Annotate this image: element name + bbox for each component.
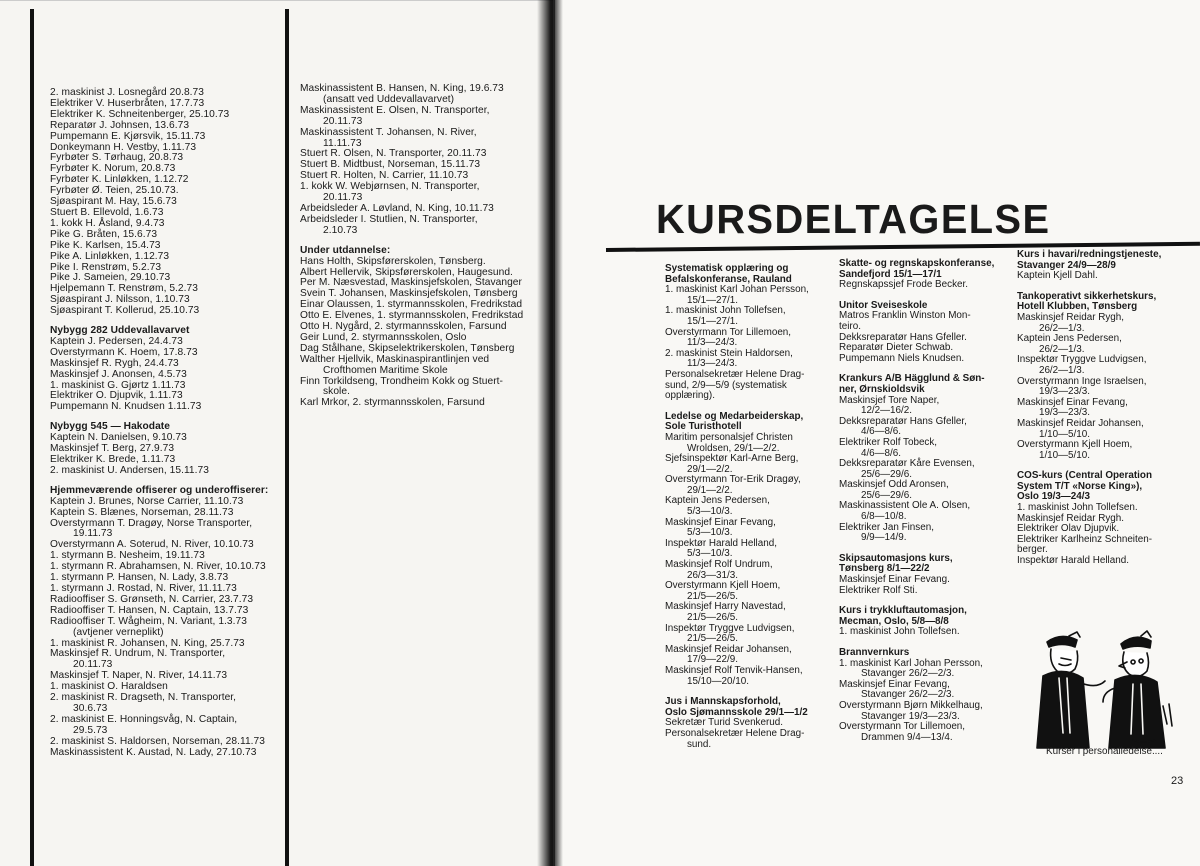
text-line: Maskinsjef Tore Naper, <box>839 394 940 406</box>
text-line: 1. kokk W. Webjørnsen, N. Transporter, <box>300 181 480 193</box>
text-line: Overstyrmann A. Soterud, N. River, 10.10.73 <box>50 539 254 551</box>
text-line: Maskinassistent E. Olsen, N. Transporter, <box>300 104 490 116</box>
text-line: 26/2—1/3. <box>1017 364 1085 376</box>
text-line: Kaptein J. Brunes, Norse Carrier, 11.10.73 <box>50 495 244 507</box>
text-line: Stavanger 19/3—23/3. <box>839 710 960 722</box>
text-line: Maskinsjef Einar Fevang, <box>665 516 776 528</box>
text-line: Inspektør Tryggve Ludvigsen, <box>665 622 795 634</box>
text-line: Sjøaspirant J. Nilsson, 1.10.73 <box>50 294 190 306</box>
section-heading: Sandefjord 15/1—17/1 <box>839 268 942 280</box>
text-line: 9/9—14/9. <box>839 532 907 544</box>
text-line: 2.10.73 <box>300 224 358 236</box>
text-line: Fyrbøter K. Linløkken, 1.12.72 <box>50 174 189 186</box>
text-line: 15/1—27/1. <box>665 315 739 327</box>
text-line: 25/6—29/6. <box>839 468 913 480</box>
text-line: 5/3—10/3. <box>665 506 733 518</box>
text-line: Maskinsjef Reidar Johansen, <box>1017 417 1144 429</box>
text-line: Dag Stålhane, Skipselektrikerskolen, Tønsberg <box>300 342 515 354</box>
text-line: 29.5.73 <box>50 724 108 736</box>
text-line: 11/3—24/3. <box>665 337 738 349</box>
text-line: Elektriker V. Huserbråten, 17.7.73 <box>50 97 205 109</box>
text-line: Walther Hjellvik, Maskinaspirantlinjen ved <box>300 353 490 365</box>
section-heading: ner, Ørnskioldsvik <box>839 383 925 395</box>
text-line: 21/5—26/5. <box>665 633 739 645</box>
text-line: 1. maskinist R. Johansen, N. King, 25.7.73 <box>50 637 245 649</box>
text-line: Maskinsjef Reidar Johansen, <box>665 643 792 655</box>
text-line: Geir Lund, 2. styrmannsskolen, Oslo <box>300 331 467 343</box>
text-line: (ansatt ved Uddevallavarvet) <box>300 93 455 105</box>
section-heading: Kurs i havari/redningstjeneste, <box>1017 249 1162 260</box>
section-heading: Tønsberg 8/1—22/2 <box>839 563 930 575</box>
section-heading: Oslo Sjømannsskole 29/1—1/2 <box>665 706 808 718</box>
section-heading: Systematisk opplæring og <box>665 263 789 274</box>
text-line: 12/2—16/2. <box>839 405 913 417</box>
text-line: Elektriker Rolf Tobeck, <box>839 436 938 448</box>
text-line: Karl Mrkor, 2. styrmannsskolen, Farsund <box>300 397 485 409</box>
text-line: 29/1—2/2. <box>665 463 733 475</box>
section-heading: Stavanger 24/9—28/9 <box>1017 259 1116 271</box>
text-line: Stuert R. Olsen, N. Transporter, 20.11.73 <box>300 148 487 160</box>
text-line: Maskinsjef T. Naper, N. River, 14.11.73 <box>50 670 228 682</box>
text-line: Elektriker Jan Finsen, <box>839 521 934 533</box>
text-line: 15/1—27/1. <box>665 294 739 306</box>
section-heading: Mecman, Oslo, 5/8—8/8 <box>839 615 949 627</box>
text-line: Radiooffiser T. Wågheim, N. Variant, 1.3.73 <box>50 615 247 627</box>
text-line: Pumpemann N. Knudsen 1.11.73 <box>50 401 202 413</box>
cartoon-caption: Kurser i personalledelse.... <box>1046 746 1163 757</box>
text-line: Maskinsjef Einar Fevang. <box>839 574 950 586</box>
text-line: sund. <box>665 738 712 750</box>
text-line: Inspektør Harald Helland. <box>1017 555 1129 567</box>
course-column-2 <box>839 259 1015 743</box>
text-line: Finn Torkildseng, Trondheim Kokk og Stuert- <box>300 375 503 387</box>
column-rule-middle <box>285 9 289 866</box>
text-line: 19.11.73 <box>50 528 113 540</box>
text-line: Elektriker Karlheinz Schneiten- <box>1017 533 1153 545</box>
section-heading: Hjemmeværende offiserer og underoffiserer: <box>50 484 269 496</box>
text-line: 1. maskinist O. Haraldsen <box>50 681 168 693</box>
text-line: Maskinsjef Rolf Tenvik-Hansen, <box>665 664 803 676</box>
text-line: 2. maskinist J. Losnegård 20.8.73 <box>50 87 204 98</box>
text-line: Matros Franklin Winston Mon- <box>839 310 971 322</box>
text-line: Otto H. Nygård, 2. styrmannsskolen, Farsund <box>300 321 507 333</box>
text-line: Personalsekretær Helene Drag- <box>665 727 805 739</box>
cartoon-illustration <box>1029 628 1179 758</box>
text-line: (avtjener verneplikt) <box>50 626 164 638</box>
page-number: 23 <box>1171 775 1184 787</box>
right-page <box>553 0 1200 866</box>
section-heading: Under utdannelse: <box>300 244 391 256</box>
text-line: Per M. Næsvestad, Maskinsjefskolen, Stavanger <box>300 277 522 289</box>
text-line: 4/6—8/6. <box>839 426 902 438</box>
text-line: Inspektør Harald Helland, <box>665 537 777 549</box>
text-line: Maskinsjef Reidar Rygh. <box>1017 512 1125 524</box>
text-line: skole. <box>300 386 350 398</box>
text-line: Otto E. Elvenes, 1. styrmannsskolen, Fredrikstad <box>300 310 524 322</box>
text-line: 11.11.73 <box>300 137 362 149</box>
text-line: Pumpemann E. Kjørsvik, 15.11.73 <box>50 130 206 142</box>
column-rule-left <box>30 9 34 866</box>
text-line: Personalsekretær Helene Drag- <box>665 368 805 380</box>
text-line: 2. maskinist E. Honningsvåg, N. Captain, <box>50 713 238 725</box>
text-line: Maskinsjef J. Anonsen, 4.5.73 <box>50 368 187 380</box>
text-line: Maskinsjef Rolf Undrum, <box>665 559 773 571</box>
text-line: Kaptein Jens Pedersen, <box>1017 333 1122 345</box>
text-line: 5/3—10/3. <box>665 527 733 539</box>
text-line: 1/10—5/10. <box>1017 428 1091 440</box>
text-line: Crofthomen Maritime Skole <box>300 364 448 376</box>
section-heading: Nybygg 545 — Hakodate <box>50 421 170 433</box>
section-heading: COS-kurs (Central Operation <box>1017 470 1152 482</box>
text-line: Maskinsjef Reidar Rygh, <box>1017 311 1125 323</box>
text-line: Radiooffiser S. Grønseth, N. Carrier, 23.7.73 <box>50 593 254 605</box>
text-line: berger. <box>1017 544 1048 556</box>
text-line: Pumpemann Niels Knudsen. <box>839 352 965 364</box>
course-column-1 <box>665 264 843 750</box>
text-line: Dekksreparatør Kåre Evensen, <box>839 458 975 470</box>
text-line: Kaptein J. Pedersen, 24.4.73 <box>50 335 183 347</box>
left-page <box>0 0 555 866</box>
text-line: 1. kokk H. Åsland, 9.4.73 <box>50 217 165 229</box>
text-line: Maskinsjef R. Rygh, 24.4.73 <box>50 357 179 369</box>
text-line: 20.11.73 <box>300 115 363 127</box>
text-line: Maskinsjef Harry Navestad, <box>665 601 786 613</box>
text-line: Maskinsjef R. Undrum, N. Transporter, <box>50 648 226 660</box>
section-heading: Ledelse og Medarbeiderskap, <box>665 410 804 422</box>
text-line: 1/10—5/10. <box>1017 449 1091 461</box>
text-line: Sjøaspirant M. Hay, 15.6.73 <box>50 196 177 208</box>
text-line: Overstyrmann T. Dragøy, Norse Transporter, <box>50 517 253 529</box>
text-line: teiro. <box>839 320 861 332</box>
text-line: 1. maskinist Karl Johan Persson, <box>665 284 809 296</box>
text-line: 1. styrmann P. Hansen, N. Lady, 3.8.73 <box>50 572 229 584</box>
text-line: 2. maskinist Stein Haldorsen, <box>665 347 793 359</box>
text-line: Pike A. Linløkken, 1.12.73 <box>50 250 170 262</box>
text-line: Radiooffiser T. Hansen, N. Captain, 13.7.73 <box>50 604 249 616</box>
section-heading: Kurs i trykkluftautomasjon, <box>839 605 967 617</box>
text-line: Stavanger 26/2—2/3. <box>839 689 955 701</box>
text-line: Fyrbøter S. Tørhaug, 20.8.73 <box>50 152 184 164</box>
text-line: Maritim personalsjef Christen <box>665 431 793 443</box>
text-line: Maskinsjef T. Berg, 27.9.73 <box>50 443 175 455</box>
text-line: Elektriker Olav Djupvik. <box>1017 523 1120 535</box>
text-line: 1. styrmann J. Rostad, N. River, 11.11.73 <box>50 582 237 594</box>
text-line: 26/2—1/3. <box>1017 343 1085 355</box>
text-line: Overstyrmann Tor Lillemoen, <box>839 721 966 733</box>
section-heading: System T/T «Norse King»), <box>1017 480 1143 492</box>
section-heading: Oslo 19/3—24/3 <box>1017 491 1091 503</box>
text-line: 26/3—31/3. <box>665 569 739 581</box>
text-line: 4/6—8/6. <box>839 447 902 459</box>
text-line: Elektriker O. Djupvik, 1.11.73 <box>50 390 183 402</box>
book-gutter-shadow-right <box>553 0 563 866</box>
text-line: 20.11.73 <box>50 659 113 671</box>
text-line: Overstyrmann Kjell Hoem, <box>665 580 781 592</box>
text-line: Dekksreparatør Hans Gfeller, <box>839 415 967 427</box>
text-line: Kaptein Jens Pedersen, <box>665 495 770 507</box>
text-line: 5/3—10/3. <box>665 548 733 560</box>
text-line: 30.6.73 <box>50 702 108 714</box>
text-line: 17/9—22/9. <box>665 654 739 666</box>
text-line: Sjefsinspektør Karl-Arne Berg, <box>665 453 799 465</box>
text-line: Drammen 9/4—13/4. <box>839 731 953 743</box>
text-line: Dekksreparatør Hans Gfeller. <box>839 331 967 343</box>
text-line: Pike J. Sameien, 29.10.73 <box>50 272 171 284</box>
text-line: 21/5—26/5. <box>665 612 739 623</box>
section-heading: Skipsautomasjons kurs, <box>839 552 953 564</box>
text-line: Sjøaspirant T. Kollerud, 25.10.73 <box>50 305 200 317</box>
text-line: Elektriker K. Schneitenberger, 25.10.73 <box>50 108 230 120</box>
page-title: KURSDELTAGELSE <box>656 196 1051 242</box>
course-column-3 <box>1017 250 1195 567</box>
text-line: 1. styrmann B. Nesheim, 19.11.73 <box>50 550 205 562</box>
personnel-column-a <box>50 88 285 758</box>
text-line: 2. maskinist R. Dragseth, N. Transporter, <box>50 692 237 704</box>
text-line: Maskinassistent K. Austad, N. Lady, 27.10.73 <box>50 746 257 758</box>
text-line: opplæring). <box>665 390 715 402</box>
text-line: Albert Hellervik, Skipsførerskolen, Haugesund. <box>300 266 513 278</box>
text-line: Arbeidsleder A. Løvland, N. King, 10.11.73 <box>300 202 494 214</box>
text-line: 2. maskinist S. Haldorsen, Norseman, 28.11.73 <box>50 735 265 747</box>
text-line: Maskinassistent Ole A. Olsen, <box>839 500 971 512</box>
section-heading: Skatte- og regnskapskonferanse, <box>839 258 995 269</box>
text-line: Maskinsjef Einar Fevang, <box>839 678 950 690</box>
section-heading: Brannvernkurs <box>839 647 910 658</box>
text-line: sund, 2/9—5/9 (systematisk <box>665 379 787 391</box>
text-line: Sekretær Turid Svenkerud. <box>665 717 784 729</box>
text-line: Wroldsen, 29/1—2/2. <box>665 442 780 454</box>
text-line: 20.11.73 <box>300 192 363 204</box>
text-line: 1. maskinist G. Gjørtz 1.11.73 <box>50 379 186 391</box>
text-line: Hans Holth, Skipsførerskolen, Tønsberg. <box>300 255 486 267</box>
text-line: Overstyrmann K. Hoem, 17.8.73 <box>50 346 198 358</box>
text-line: 19/3—23/3. <box>1017 407 1091 419</box>
text-line: 1. maskinist John Tollefsen. <box>839 626 960 638</box>
section-heading: Krankurs A/B Hägglund & Søn- <box>839 373 985 385</box>
text-line: Elektriker K. Brede, 1.11.73 <box>50 454 176 465</box>
text-line: 26/2—1/3. <box>1017 322 1085 334</box>
text-line: Hjelpemann T. Renstrøm, 5.2.73 <box>50 283 198 295</box>
text-line: Kaptein N. Danielsen, 9.10.73 <box>50 432 187 444</box>
text-line: 29/1—2/2. <box>665 484 733 496</box>
text-line: Inspektør Tryggve Ludvigsen, <box>1017 354 1147 366</box>
text-line: 19/3—23/3. <box>1017 386 1091 398</box>
section-heading: Unitor Sveiseskole <box>839 299 928 311</box>
text-line: Regnskapssjef Frode Becker. <box>839 279 968 291</box>
text-line: Arbeidsleder I. Stutlien, N. Transporter, <box>300 213 478 225</box>
text-line: 25/6—29/6. <box>839 489 913 501</box>
text-line: Fyrbøter K. Norum, 20.8.73 <box>50 163 176 175</box>
section-heading: Befalskonferanse, Rauland <box>665 273 792 285</box>
text-line: 15/10—20/10. <box>665 675 749 687</box>
text-line: Stuert R. Holten, N. Carrier, 11.10.73 <box>300 170 469 182</box>
section-heading: Sole Turisthotell <box>665 421 742 433</box>
text-line: 11/3—24/3. <box>665 358 738 370</box>
text-line: Reparatør J. Johnsen, 13.6.73 <box>50 119 190 131</box>
text-line: Maskinsjef Einar Fevang, <box>1017 396 1128 408</box>
text-line: Stavanger 26/2—2/3. <box>839 668 955 680</box>
text-line: 2. maskinist U. Andersen, 15.11.73 <box>50 464 209 476</box>
section-heading: Nybygg 282 Uddevallavarvet <box>50 325 190 337</box>
text-line: Reparatør Dieter Schwab. <box>839 342 954 354</box>
text-line: Overstyrmann Bjørn Mikkelhaug, <box>839 699 983 711</box>
text-line: Overstyrmann Kjell Hoem, <box>1017 439 1133 451</box>
text-line: 1. maskinist John Tollefsen, <box>665 305 786 317</box>
text-line: Donkeymann H. Vestby, 1.11.73 <box>50 141 197 153</box>
text-line: 21/5—26/5. <box>665 590 739 602</box>
text-line: 1. maskinist Karl Johan Persson, <box>839 657 983 669</box>
text-line: Einar Olaussen, 1. styrmannsskolen, Fredrikstad <box>300 299 523 311</box>
text-line: Pike G. Bråten, 15.6.73 <box>50 228 158 240</box>
text-line: 1. maskinist John Tollefsen. <box>1017 502 1138 514</box>
section-heading: Hotell Klubben, Tønsberg <box>1017 301 1138 313</box>
text-line: Kaptein S. Blænes, Norseman, 28.11.73 <box>50 506 234 518</box>
text-line: Kaptein Kjell Dahl. <box>1017 270 1098 282</box>
text-line: 1. styrmann R. Abrahamsen, N. River, 10.10.73 <box>50 561 266 573</box>
text-line: Pike I. Renstrøm, 5.2.73 <box>50 261 162 273</box>
text-line: Pike K. Karlsen, 15.4.73 <box>50 239 161 251</box>
text-line: Maskinassistent B. Hansen, N. King, 19.6.73 <box>300 83 504 94</box>
section-heading: Jus i Mannskapsforhold, <box>665 696 781 708</box>
text-line: Overstyrmann Inge Israelsen, <box>1017 375 1147 387</box>
text-line: Maskinsjef Odd Aronsen, <box>839 479 949 491</box>
text-line: Elektriker Rolf Sti. <box>839 584 918 596</box>
personnel-column-b <box>300 84 535 409</box>
text-line: Overstyrmann Tor Lillemoen, <box>665 326 792 338</box>
text-line: Stuert B. Ellevold, 1.6.73 <box>50 206 164 218</box>
text-line: Svein T. Johansen, Maskinsjefskolen, Tønsberg <box>300 288 518 300</box>
text-line: Overstyrmann Tor-Erik Dragøy, <box>665 474 801 486</box>
text-line: 6/8—10/8. <box>839 511 907 523</box>
text-line: Maskinassistent T. Johansen, N. River, <box>300 126 477 138</box>
text-line: Stuert B. Midtbust, Norseman, 15.11.73 <box>300 159 481 171</box>
section-heading: Tankoperativt sikkerhetskurs, <box>1017 290 1157 302</box>
text-line: Fyrbøter Ø. Teien, 25.10.73. <box>50 185 179 197</box>
